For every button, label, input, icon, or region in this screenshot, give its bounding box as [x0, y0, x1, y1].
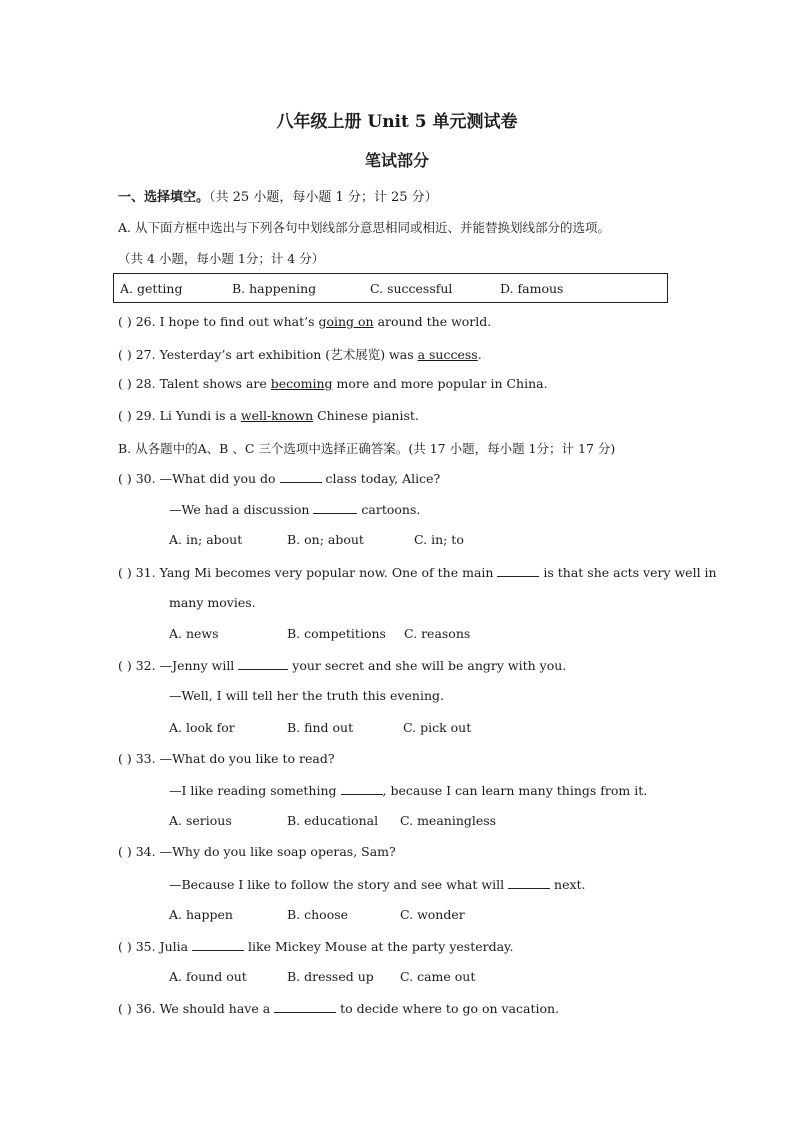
question-31-cont: many movies. — [169, 595, 256, 610]
question-28 — [118, 376, 548, 391]
choice-b: B. find out — [287, 720, 354, 735]
answer-blank[interactable] — [313, 501, 357, 514]
question-31 — [118, 564, 717, 580]
underlined-phrase: becoming — [270, 376, 333, 391]
reply-text: —I like reading something — [169, 783, 341, 798]
answer-bracket[interactable]: ( ) — [118, 1001, 132, 1016]
question-text-end: to decide where to go on vacation. — [336, 1001, 560, 1016]
question-text: 28. Talent shows are — [135, 376, 271, 391]
question-text-end: . — [477, 347, 482, 362]
answer-bracket[interactable]: ( ) — [118, 939, 132, 954]
question-text: 34. —Why do you like soap operas, Sam? — [135, 844, 396, 859]
options-box — [113, 273, 668, 303]
choice-a: A. news — [169, 626, 219, 641]
choice-a: A. in; about — [169, 532, 243, 547]
question-text: 27. Yesterday’s art exhibition (艺术展览) was — [135, 347, 418, 362]
question-36 — [118, 1000, 559, 1016]
answer-bracket[interactable]: ( ) — [118, 376, 132, 391]
choice-c: C. meaningless — [400, 813, 497, 828]
answer-bracket[interactable]: ( ) — [118, 408, 132, 423]
choice-a: A. found out — [169, 969, 247, 984]
reply-text-end: cartoons. — [357, 502, 421, 517]
reply-text: —We had a discussion — [169, 502, 314, 517]
question-text-end: is that she acts very well in — [539, 565, 717, 580]
answer-blank[interactable] — [192, 938, 244, 951]
choice-c: C. in; to — [414, 532, 464, 547]
question-text-end: your secret and she will be angry with you. — [288, 658, 567, 673]
choice-b: B. competitions — [287, 626, 386, 641]
answer-blank[interactable] — [341, 782, 383, 795]
question-text: 26. I hope to find out what’s — [135, 314, 319, 329]
option-b: B. happening — [232, 281, 317, 296]
answer-blank[interactable] — [238, 657, 288, 670]
answer-blank[interactable] — [508, 876, 550, 889]
question-33-reply — [169, 782, 647, 798]
question-27 — [118, 345, 482, 363]
part-a-note: （共 4 小题，每小题 1分；计 4 分） — [118, 251, 325, 266]
underlined-phrase: well-known — [240, 408, 314, 423]
question-text: 36. We should have a — [135, 1001, 275, 1016]
option-d: D. famous — [500, 281, 564, 296]
part-a-instruction: A. 从下面方框中选出与下列各句中划线部分意思相同或相近、并能替换划线部分的选项。 — [118, 220, 610, 235]
question-text-end: Chinese pianist. — [313, 408, 419, 423]
question-30-reply — [169, 501, 420, 517]
answer-bracket[interactable]: ( ) — [118, 751, 132, 766]
reply-text-end: next. — [550, 877, 586, 892]
underlined-phrase: going on — [318, 314, 374, 329]
choice-b: B. on; about — [287, 532, 364, 547]
question-text: 33. —What do you like to read? — [135, 751, 335, 766]
page-subtitle: 笔试部分 — [364, 151, 429, 170]
choice-c: C. reasons — [404, 626, 471, 641]
question-text-end: like Mickey Mouse at the party yesterday. — [244, 939, 514, 954]
answer-blank[interactable] — [497, 564, 539, 577]
choice-c: C. came out — [400, 969, 476, 984]
question-30 — [118, 470, 440, 486]
question-34-reply — [169, 876, 586, 892]
choice-a: A. happen — [169, 907, 233, 922]
question-32 — [118, 657, 566, 673]
question-text: 32. —Jenny will — [135, 658, 239, 673]
part-b-instruction: B. 从各题中的A、B 、C 三个选项中选择正确答案。(共 17 小题，每小题 1分；计 17 分) — [118, 441, 616, 456]
answer-bracket[interactable]: ( ) — [118, 565, 132, 580]
answer-bracket[interactable]: ( ) — [118, 347, 132, 362]
option-a: A. getting — [120, 281, 183, 296]
section-title: 一、选择填空。 — [118, 190, 210, 205]
question-29 — [118, 408, 419, 423]
answer-bracket[interactable]: ( ) — [118, 844, 132, 859]
question-35 — [118, 938, 513, 954]
answer-bracket[interactable]: ( ) — [118, 658, 132, 673]
choice-c: C. wonder — [400, 907, 465, 922]
option-c: C. successful — [370, 281, 453, 296]
choice-b: B. choose — [287, 907, 349, 922]
question-33 — [118, 751, 335, 766]
answer-bracket[interactable]: ( ) — [118, 314, 132, 329]
underlined-phrase: a success — [417, 347, 478, 362]
choice-c: C. pick out — [403, 720, 472, 735]
section-heading — [118, 186, 438, 205]
question-text: 30. —What did you do — [135, 471, 280, 486]
answer-blank[interactable] — [280, 470, 322, 483]
answer-bracket[interactable]: ( ) — [118, 471, 132, 486]
question-34 — [118, 844, 396, 859]
question-32-reply: —Well, I will tell her the truth this evening. — [169, 688, 444, 703]
page-title: 八年级上册 Unit 5 单元测试卷 — [276, 112, 518, 132]
question-text: 35. Julia — [135, 939, 193, 954]
question-26 — [118, 314, 491, 329]
reply-text-end: , because I can learn many things from it. — [382, 783, 648, 798]
answer-blank[interactable] — [274, 1000, 336, 1013]
question-text-end: around the world. — [373, 314, 492, 329]
choice-b: B. dressed up — [287, 969, 374, 984]
reply-text: —Because I like to follow the story and see what will — [169, 877, 509, 892]
choice-a: A. look for — [169, 720, 235, 735]
section-note: （共 25 小题，每小题 1 分；计 25 分） — [209, 190, 438, 205]
question-text: 29. Li Yundi is a — [135, 408, 241, 423]
choice-a: A. serious — [169, 813, 232, 828]
question-text-end: class today, Alice? — [321, 471, 441, 486]
choice-b: B. educational — [287, 813, 379, 828]
question-text: 31. Yang Mi becomes very popular now. One of the main — [135, 565, 498, 580]
question-text-end: more and more popular in China. — [332, 376, 548, 391]
